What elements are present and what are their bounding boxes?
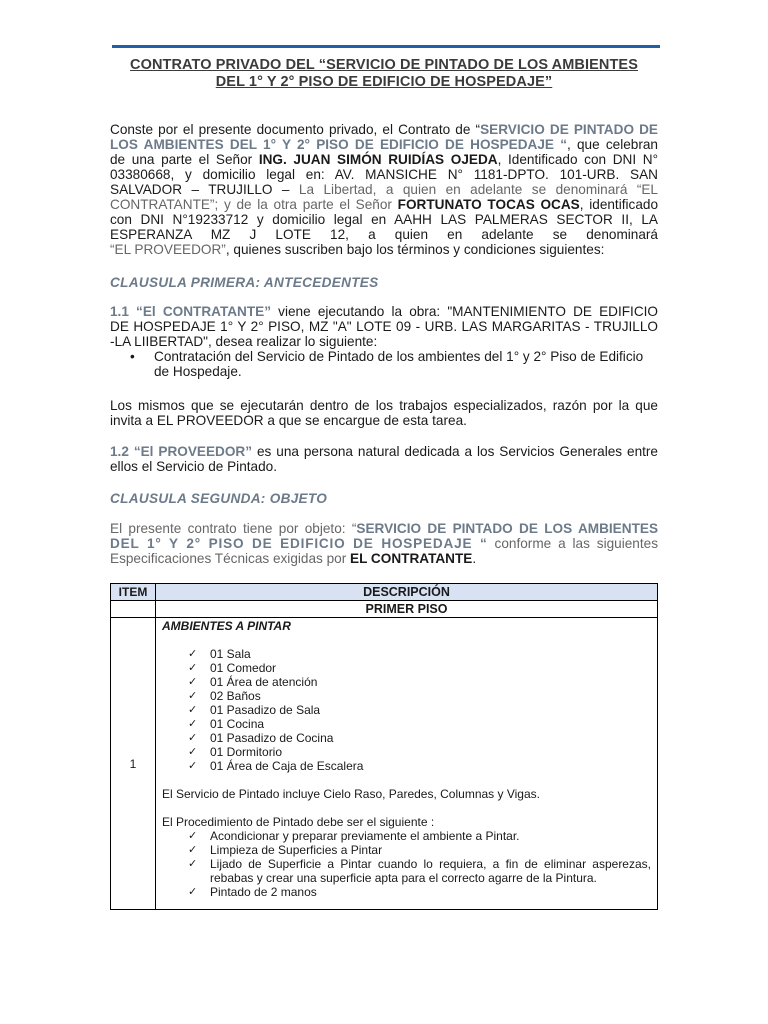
- contratante-name: ING. JUAN SIMÓN RUIDÍAS OJEDA: [258, 152, 498, 167]
- objeto-text: conforme a las siguientes: [487, 536, 658, 551]
- objeto-line: [110, 536, 658, 551]
- intro-text: , identificado: [579, 197, 659, 212]
- specs-table: [110, 583, 658, 910]
- list-item: ✓ Pintado de 2 manos: [210, 885, 651, 899]
- contratante-label: 1.1 “El CONTRATANTE”: [110, 304, 272, 319]
- intro-text: , que celebran: [567, 137, 658, 152]
- list-item: ✓ Lijado de Superficie a Pintar cuando lo requiera, a fin de eliminar asperezas, rebabas y crear una superficie apta para el correcto agarre de la Pintura.: [210, 857, 651, 885]
- title-line-1: CONTRATO PRIVADO DEL “SERVICIO DE PINTADO DE LOS AMBIENTES: [130, 57, 638, 73]
- service-name: SERVICIO DE PINTADO DE: [480, 122, 658, 137]
- intro-text: de una parte el Señor: [110, 152, 259, 167]
- clause-1-1: [110, 304, 658, 379]
- service-name: DEL 1° Y 2° PISO DE EDIFICIO DE HOSPEDAJE “: [110, 536, 488, 551]
- intro-text: SALVADOR – TRUJILLO –: [110, 182, 299, 197]
- intro-line: [110, 182, 658, 197]
- primer-piso-label: PRIMER PISO: [156, 601, 658, 618]
- item-number: 1: [111, 618, 156, 910]
- intro-line: ESPERANZA MZ J LOTE 12, a quien en adelante se denominará: [110, 227, 658, 242]
- empty-cell: [111, 601, 156, 618]
- clause-text: viene ejecutando la obra: "MANTENIMIENTO DE EDIFICIO: [271, 304, 658, 319]
- intro-line: [110, 242, 658, 257]
- objeto-text: Especificaciones Técnicas exigidas por: [110, 551, 351, 566]
- intro-line: 03380668, y domicilio legal en: AV. MANSICHE N° 1181-DPTO. 101-URB. SAN: [110, 167, 658, 182]
- document-title: [100, 57, 668, 91]
- item-description: [156, 618, 658, 910]
- ambientes-list: [162, 647, 651, 773]
- para-especializados: [110, 398, 658, 428]
- intro-text: La Libertad, a quien en adelante se denominará “EL: [298, 182, 658, 197]
- header-rule: [112, 45, 660, 48]
- list-item: ✓ 01 Pasadizo de Cocina: [210, 731, 651, 745]
- list-item: ✓ 01 Área de Caja de Escalera: [210, 759, 651, 773]
- service-name: SERVICIO DE PINTADO DE LOS AMBIENTES: [356, 521, 659, 536]
- clause-line: -LA LIIBERTAD", desea realizar lo siguiente:: [110, 334, 378, 349]
- list-item: ✓ Acondicionar y preparar previamente el ambiente a Pintar.: [210, 829, 651, 843]
- bullet-text: • Contratación del Servicio de Pintado de los ambientes del 1° y 2° Piso de Edificio: [154, 349, 644, 364]
- list-item: ✓ 01 Pasadizo de Sala: [210, 703, 651, 717]
- ambientes-title: AMBIENTES A PINTAR: [162, 619, 291, 633]
- objeto-text: .: [472, 551, 477, 566]
- title-line-2: DEL 1° Y 2° PISO DE EDIFICIO DE HOSPEDAJE”: [215, 74, 553, 90]
- clausula-primera-heading: CLAUSULA PRIMERA: ANTECEDENTES: [110, 275, 379, 290]
- list-item: ✓ Limpieza de Superficies a Pintar: [210, 843, 651, 857]
- service-name: LOS AMBIENTES DEL 1° Y 2° PISO DE EDIFICIO DE HOSPEDAJE “: [110, 137, 567, 152]
- clause-line: [110, 444, 658, 459]
- intro-text: , Identificado con DNI N°: [497, 152, 659, 167]
- clause-line: DE HOSPEDAJE 1° Y 2° PISO, MZ "A" LOTE 09 - URB. LAS MARGARITAS - TRUJILLO: [110, 319, 658, 334]
- intro-line: con DNI N°19233712 y domicilio legal en AAHH LAS PALMERAS SECTOR II, LA: [110, 212, 658, 227]
- intro-text: “EL PROVEEDOR”: [110, 242, 226, 257]
- list-item: [154, 349, 658, 379]
- list-item: ✓ 01 Sala: [210, 647, 651, 661]
- intro-paragraph: [110, 122, 658, 257]
- objeto-line: [110, 521, 658, 536]
- intro-text: , quienes suscriben bajo los términos y condiciones siguientes:: [225, 242, 605, 257]
- intro-line: [110, 197, 658, 212]
- list-item: ✓ 01 Cocina: [210, 717, 651, 731]
- table-header-row: [111, 584, 658, 601]
- col-item-header: ITEM: [111, 584, 156, 601]
- clause-1-2: [110, 444, 658, 474]
- clause-line: [110, 304, 658, 319]
- intro-line: [110, 137, 658, 152]
- incluye-text: El Servicio de Pintado incluye Cielo Raso, Paredes, Columnas y Vigas.: [162, 787, 540, 801]
- intro-line: [110, 122, 658, 137]
- para-line: Los mismos que se ejecutarán dentro de los trabajos especializados, razón por la que: [110, 398, 658, 413]
- proveedor-name: FORTUNATO TOCAS OCAS: [397, 197, 580, 212]
- objeto-line: [110, 551, 658, 566]
- table-row: [111, 618, 658, 910]
- intro-text: Conste por el presente documento privado, el Contrato de “: [110, 122, 481, 137]
- list-item: ✓ 01 Dormitorio: [210, 745, 651, 759]
- list-item: ✓ 01 Área de atención: [210, 675, 651, 689]
- bullet-list: [110, 349, 658, 379]
- bullet-text: de Hospedaje.: [154, 364, 242, 379]
- objeto-paragraph: [110, 521, 658, 566]
- col-desc-header: DESCRIPCIÓN: [156, 584, 658, 601]
- list-item: ✓ 02 Baños: [210, 689, 651, 703]
- intro-line: [110, 152, 658, 167]
- clausula-segunda-heading: CLAUSULA SEGUNDA: OBJETO: [110, 491, 328, 506]
- clause-text: es una persona natural dedicada a los Servicios Generales entre: [252, 444, 658, 459]
- list-item: ✓ 01 Comedor: [210, 661, 651, 675]
- contratante-label: EL CONTRATANTE: [350, 551, 473, 566]
- proveedor-label: 1.2 “El PROVEEDOR”: [110, 444, 253, 459]
- intro-text: CONTRATANTE”; y de la otra parte el Señor: [110, 197, 398, 212]
- clause-line: ellos el Servicio de Pintado.: [110, 459, 277, 474]
- pasos-list: [162, 829, 651, 899]
- objeto-text: El presente contrato tiene por objeto: “: [110, 521, 357, 536]
- para-line: invita a EL PROVEEDOR a que se encargue de esta tarea.: [110, 413, 467, 428]
- table-subheader-row: [111, 601, 658, 618]
- procedimiento-text: El Procedimiento de Pintado debe ser el siguiente :: [162, 815, 435, 829]
